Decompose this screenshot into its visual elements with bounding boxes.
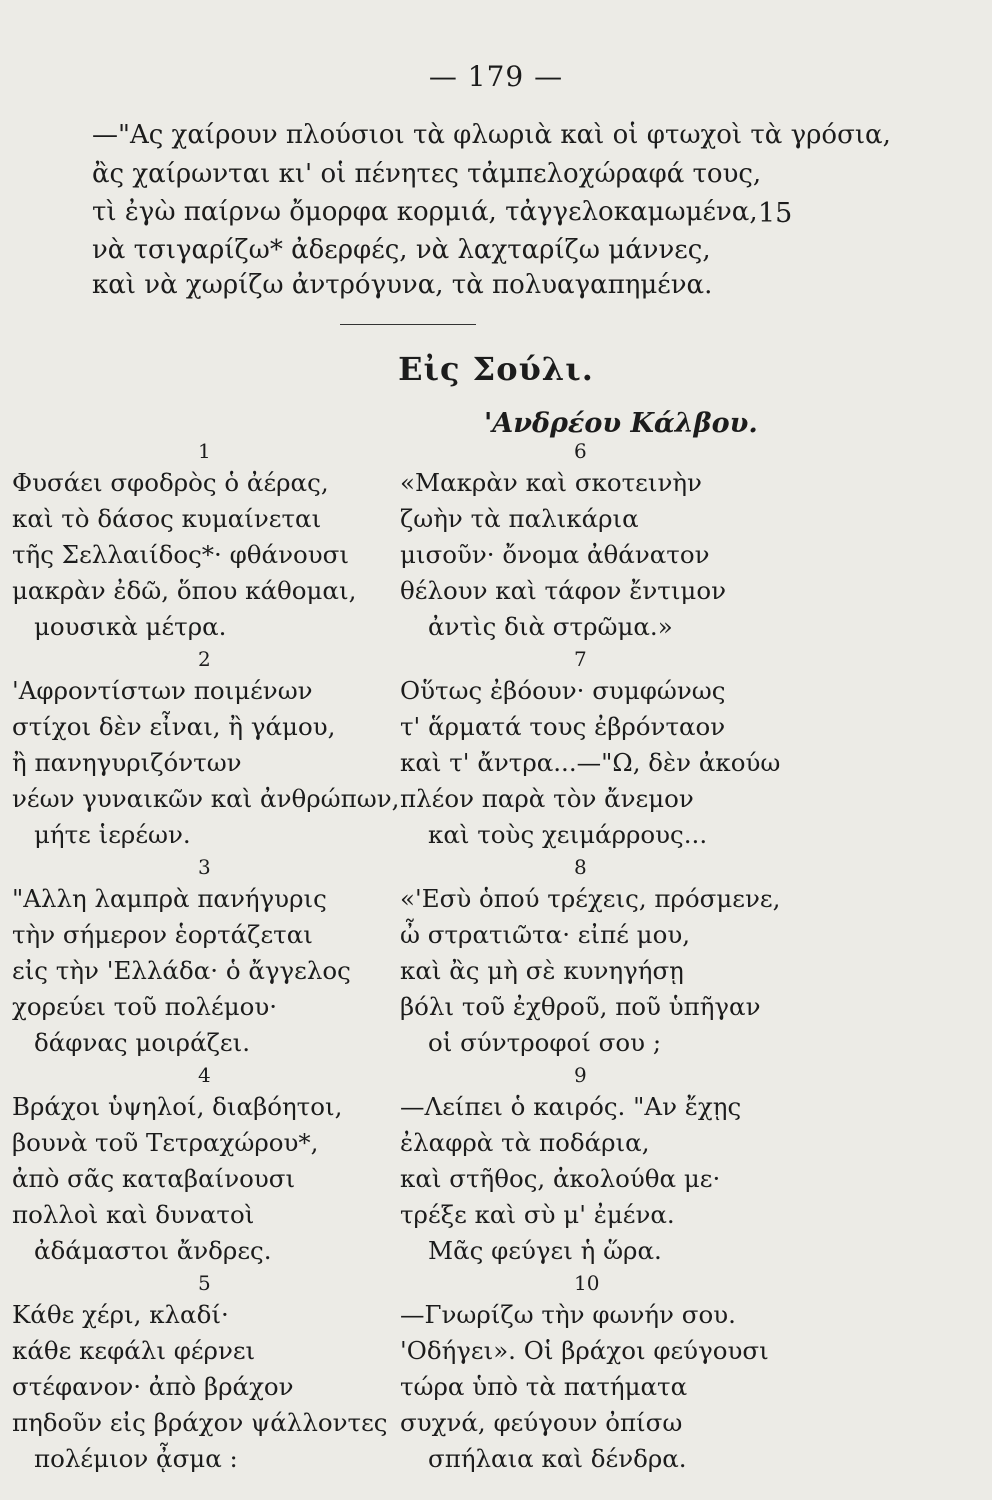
stanza bbox=[12, 1269, 399, 1477]
verse-line: στίχοι δὲν εἶναι, ἢ γάμου, bbox=[12, 712, 336, 741]
verse-line: Φυσάει σφοδρὸς ὁ ἀέρας, bbox=[12, 468, 329, 497]
opening-line-3: τὶ ἐγὼ παίρνω ὄμορφα κορμιά, τἀγγελοκαμωμένα, bbox=[92, 197, 758, 227]
stanza-number: 7 bbox=[574, 647, 587, 671]
line-number: 15 bbox=[758, 198, 793, 229]
poem-author: 'Ανδρέου Κάλβου. bbox=[484, 408, 758, 439]
verse-line: στέφανον· ἀπὸ βράχον bbox=[12, 1372, 294, 1401]
stanza-number: 6 bbox=[574, 439, 587, 463]
stanza bbox=[400, 645, 780, 853]
poem-left-column bbox=[12, 437, 399, 1477]
verse-line: τρέξε καὶ σὺ μ' ἐμένα. bbox=[400, 1200, 675, 1229]
verse-line: Κάθε χέρι, κλαδί· bbox=[12, 1300, 229, 1329]
verse-line: πλέον παρὰ τὸν ἄνεμον bbox=[400, 784, 694, 813]
verse-line: οἱ σύντροφοί σου ; bbox=[428, 1028, 662, 1057]
verse-line: Βράχοι ὑψηλοί, διαβόητοι, bbox=[12, 1092, 343, 1121]
verse-line: ὦ στρατιῶτα· εἰπέ μου, bbox=[400, 920, 691, 949]
verse-line: καὶ τοὺς χειμάρρους... bbox=[428, 820, 708, 849]
poem-right-column bbox=[400, 437, 780, 1477]
stanza-number: 1 bbox=[198, 439, 211, 463]
page-number: — 179 — bbox=[428, 60, 564, 93]
verse-line: τ' ἅρματά τους ἐβρόνταον bbox=[400, 712, 726, 741]
verse-line: πολέμιον ᾆσμα : bbox=[34, 1444, 238, 1473]
verse-line: δάφνας μοιράζει. bbox=[34, 1028, 250, 1057]
stanza-number: 2 bbox=[198, 647, 211, 671]
verse-line: καὶ στῆθος, ἀκολούθα με· bbox=[400, 1164, 721, 1193]
verse-line: ἀπὸ σᾶς καταβαίνουσι bbox=[12, 1164, 296, 1193]
opening-line-1: —"Ας χαίρουν πλούσιοι τὰ φλωριὰ καὶ οἱ φτωχοὶ τὰ γρόσια, bbox=[92, 120, 891, 150]
verse-line: καὶ τὸ δάσος κυμαίνεται bbox=[12, 504, 322, 533]
verse-line: καὶ τ' ἄντρα...—"Ω, δὲν ἀκούω bbox=[400, 748, 781, 777]
verse-line: εἰς τὴν 'Ελλάδα· ὁ ἄγγελος bbox=[12, 956, 351, 985]
verse-line: 'Αφροντίστων ποιμένων bbox=[12, 676, 313, 705]
verse-line: Μᾶς φεύγει ἡ ὥρα. bbox=[428, 1236, 662, 1265]
verse-line: μακρὰν ἐδῶ, ὅπου κάθομαι, bbox=[12, 576, 357, 605]
stanza-number: 8 bbox=[574, 855, 587, 879]
verse-line: ἀντὶς διὰ στρῶμα.» bbox=[428, 612, 673, 641]
poem-title: Εἰς Σούλι. bbox=[398, 350, 594, 388]
verse-line: σπήλαια καὶ δένδρα. bbox=[428, 1444, 687, 1473]
verse-line: —Γνωρίζω τὴν φωνήν σου. bbox=[400, 1300, 736, 1329]
stanza-number: 3 bbox=[198, 855, 211, 879]
section-divider bbox=[340, 324, 476, 325]
verse-line: συχνά, φεύγουν ὀπίσω bbox=[400, 1408, 683, 1437]
verse-line: «'Εσὺ ὁπού τρέχεις, πρόσμενε, bbox=[400, 884, 781, 913]
stanza bbox=[12, 437, 399, 645]
verse-line: πολλοὶ καὶ δυνατοὶ bbox=[12, 1200, 255, 1229]
opening-line-2: ἂς χαίρωνται κι' οἱ πένητες τἀμπελοχώραφά τους, bbox=[92, 159, 762, 189]
verse-line: —Λείπει ὁ καιρός. "Αν ἔχῃς bbox=[400, 1092, 742, 1121]
verse-line: μισοῦν· ὄνομα ἀθάνατον bbox=[400, 540, 710, 569]
stanza bbox=[400, 1269, 780, 1477]
verse-line: μήτε ἱερέων. bbox=[34, 820, 191, 849]
verse-line: ἀδάμαστοι ἄνδρες. bbox=[34, 1236, 272, 1265]
verse-line: «Μακρὰν καὶ σκοτεινὴν bbox=[400, 468, 702, 497]
verse-line: πηδοῦν εἰς βράχον ψάλλοντες bbox=[12, 1408, 388, 1437]
stanza bbox=[400, 1061, 780, 1269]
verse-line: βόλι τοῦ ἐχθροῦ, ποῦ ὑπῆγαν bbox=[400, 992, 761, 1021]
stanza-number: 5 bbox=[198, 1271, 211, 1295]
verse-line: "Αλλη λαμπρὰ πανήγυρις bbox=[12, 884, 327, 913]
opening-line-5: καὶ νὰ χωρίζω ἀντρόγυνα, τὰ πολυαγαπημένα. bbox=[92, 270, 713, 300]
verse-line: 'Οδήγει». Οἱ βράχοι φεύγουσι bbox=[400, 1336, 769, 1365]
verse-line: ζωὴν τὰ παλικάρια bbox=[400, 504, 639, 533]
verse-line: ἢ πανηγυριζόντων bbox=[12, 748, 242, 777]
verse-line: καὶ ἂς μὴ σὲ κυνηγήσῃ bbox=[400, 956, 684, 985]
stanza bbox=[400, 437, 780, 645]
verse-line: τὴν σήμερον ἑορτάζεται bbox=[12, 920, 313, 949]
verse-line: κάθε κεφάλι φέρνει bbox=[12, 1336, 256, 1365]
verse-line: τώρα ὑπὸ τὰ πατήματα bbox=[400, 1372, 688, 1401]
verse-line: μουσικὰ μέτρα. bbox=[34, 612, 227, 641]
stanza-number: 9 bbox=[574, 1063, 587, 1087]
verse-line: νέων γυναικῶν καὶ ἀνθρώπων, bbox=[12, 784, 400, 813]
stanza-number: 4 bbox=[198, 1063, 211, 1087]
stanza bbox=[12, 853, 399, 1061]
verse-line: Οὕτως ἐβόουν· συμφώνως bbox=[400, 676, 726, 705]
verse-line: βουνὰ τοῦ Τετραχώρου*, bbox=[12, 1128, 319, 1157]
opening-line-4: νὰ τσιγαρίζω* ἀδερφές, νὰ λαχταρίζω μάννες, bbox=[92, 235, 711, 265]
verse-line: ἐλαφρὰ τὰ ποδάρια, bbox=[400, 1128, 650, 1157]
stanza bbox=[400, 853, 780, 1061]
verse-line: τῆς Σελλαιίδος*· φθάνουσι bbox=[12, 540, 349, 569]
verse-line: χορεύει τοῦ πολέμου· bbox=[12, 992, 278, 1021]
stanza bbox=[12, 645, 399, 853]
stanza bbox=[12, 1061, 399, 1269]
stanza-number: 10 bbox=[574, 1271, 600, 1295]
verse-line: θέλουν καὶ τάφον ἔντιμον bbox=[400, 576, 727, 605]
